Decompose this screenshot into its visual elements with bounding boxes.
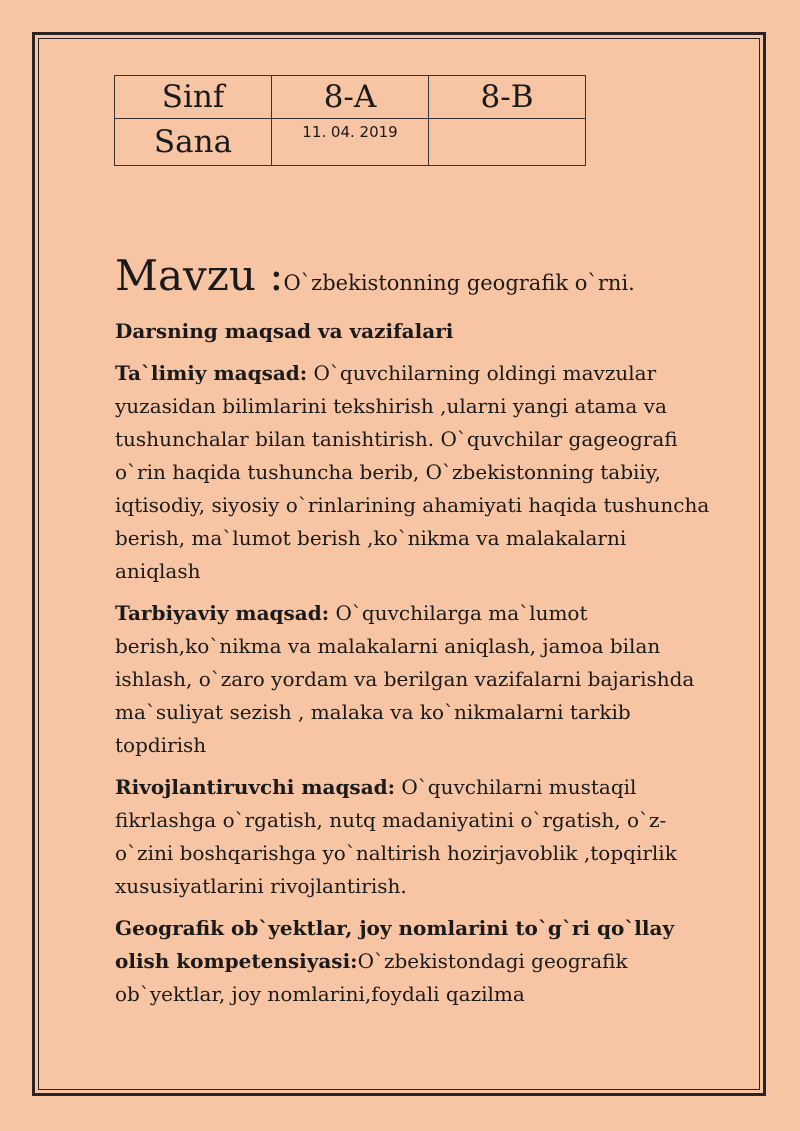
goals-heading: Darsning maqsad va vazifalari	[115, 319, 454, 343]
section-educational	[115, 357, 715, 588]
table-row	[115, 119, 586, 166]
section-label: Ta`limiy maqsad:	[115, 361, 308, 385]
section-label: Geografik ob`yektlar, joy nomlarini to`g`ri qo`llay olish kompetensiyasi:	[115, 916, 675, 973]
topic-line	[115, 250, 715, 309]
section-text: O`zbekistondagi geografik ob`yektlar, joy nomlarini,foydali qazilma	[115, 949, 628, 1006]
section-upbringing	[115, 597, 715, 762]
lesson-content	[115, 250, 715, 1020]
class-label-cell: Sinf	[115, 76, 272, 119]
topic-text: O`zbekistonning geografik o`rni.	[283, 271, 635, 295]
section-competence	[115, 912, 715, 1011]
section-text: O`quvchilarni mustaqil fikrlashga o`rgatish, nutq madaniyatini o`rgatish, o`z-o`zini boshqarishga yo`naltirish hozirjavoblik ,topqirlik xususiyatlarini rivojlantirish.	[115, 775, 677, 898]
section-developmental	[115, 771, 715, 903]
table-row	[115, 76, 586, 119]
date-8b-cell	[429, 119, 586, 166]
section-label: Rivojlantiruvchi maqsad:	[115, 775, 396, 799]
class-8a-cell: 8-A	[272, 76, 429, 119]
date-8a-cell: 11. 04. 2019	[272, 119, 429, 166]
section-text: O`quvchilarga ma`lumot berish,ko`nikma va malakalarni aniqlash, jamoa bilan ishlash, o`zaro yordam va berilgan vazifalarni bajarishda ma`suliyat sezish , malaka va ko`nikmalarni tarkib topdirish	[115, 601, 695, 757]
date-label-cell: Sana	[115, 119, 272, 166]
section-label: Tarbiyaviy maqsad:	[115, 601, 330, 625]
section-text: O`quvchilarning oldingi mavzular yuzasidan bilimlarini tekshirish ,ularni yangi atama va tushunchalar bilan tanishtirish. O`quvchilar gageografi o`rin haqida tushuncha berib, O`zbekistonning tabiiy, iqtisodiy, siyosiy o`rinlarining ahamiyati haqida tushuncha berish, ma`lumot berish ,ko`nikma va malakalarni aniqlash	[115, 361, 710, 583]
topic-label: Mavzu :	[115, 251, 284, 300]
class-date-table	[114, 75, 586, 166]
class-8b-cell: 8-B	[429, 76, 586, 119]
